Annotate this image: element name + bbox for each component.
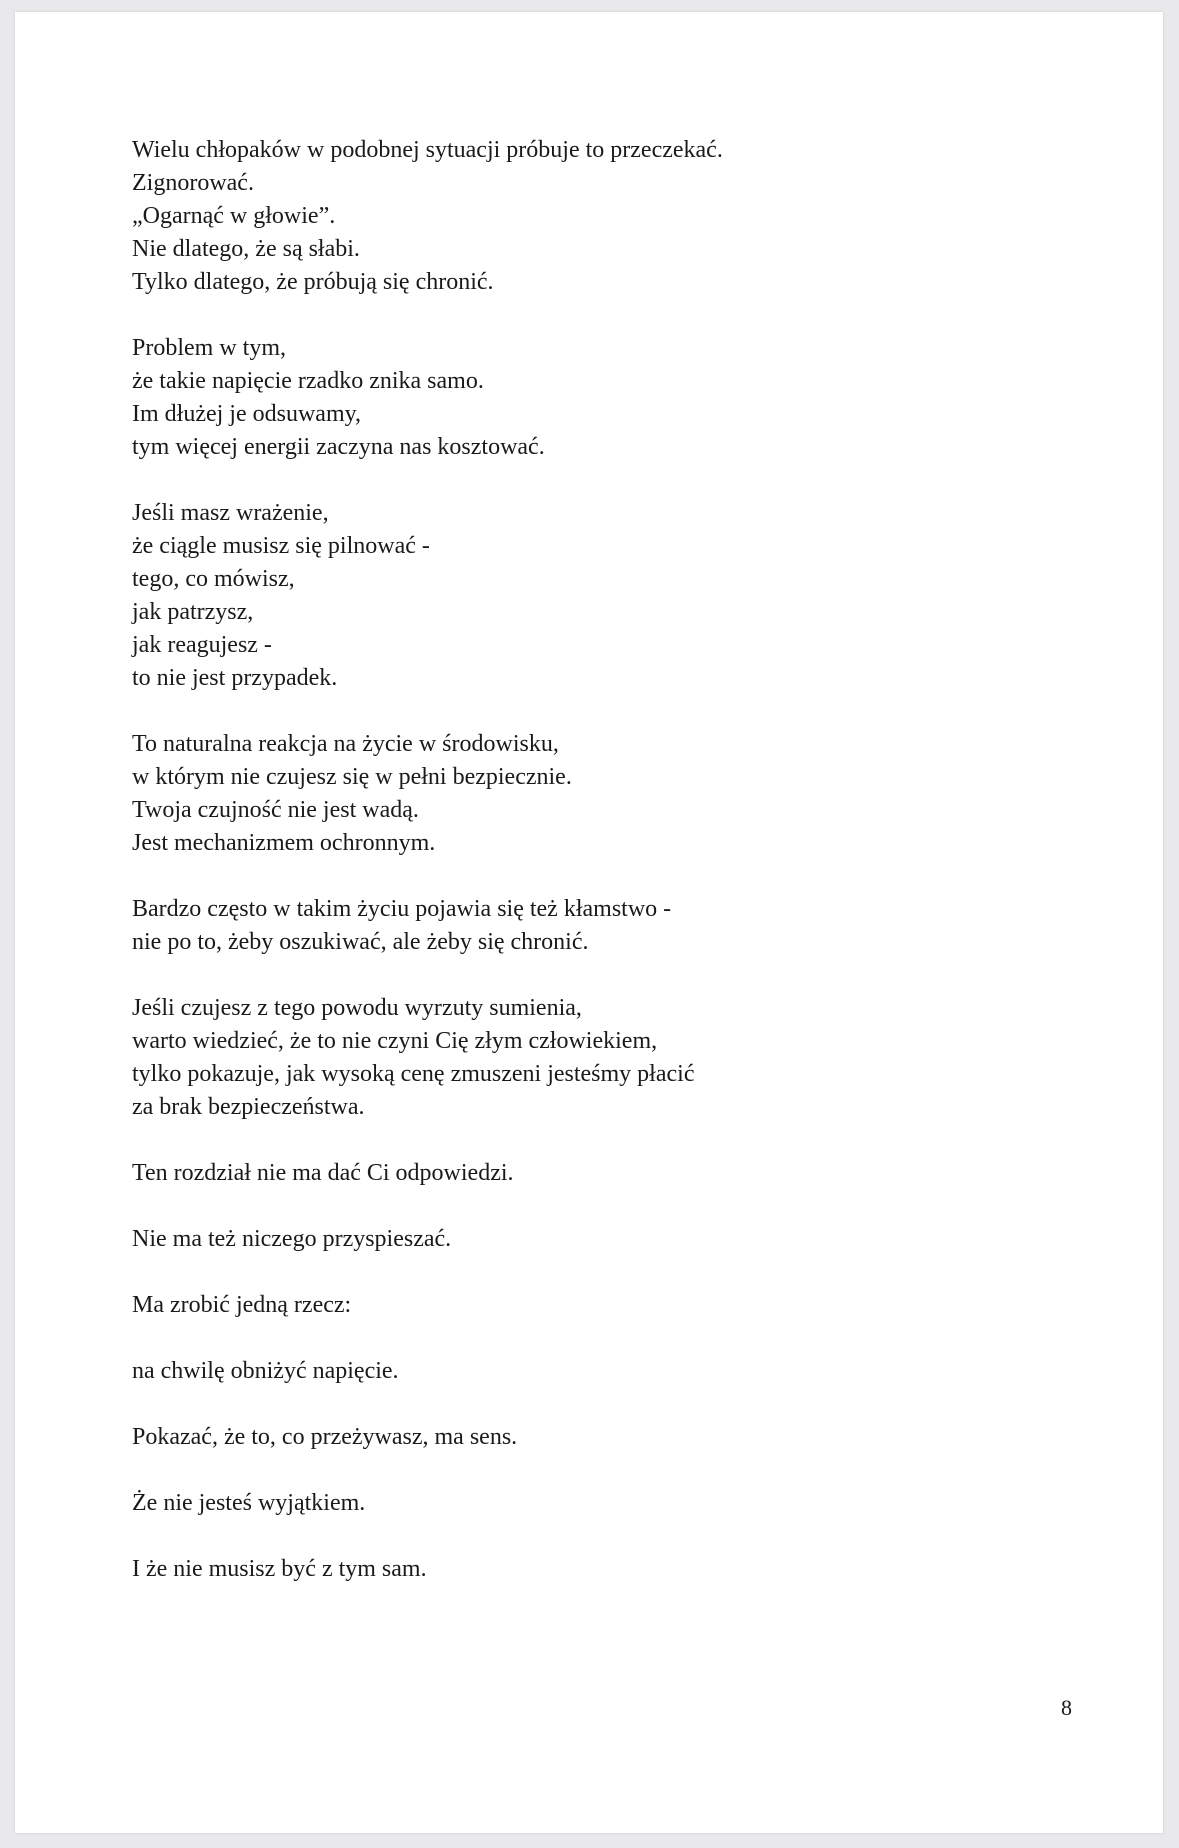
paragraph bbox=[132, 728, 1032, 860]
text-line: Bardzo często w takim życiu pojawia się też kłamstwo - bbox=[132, 896, 672, 922]
text-line: Twoja czujność nie jest wadą. bbox=[132, 797, 419, 823]
paragraph-spacer bbox=[132, 959, 1032, 992]
paragraph-spacer bbox=[132, 1454, 1032, 1487]
text-line: Nie ma też niczego przyspieszać. bbox=[132, 1226, 452, 1252]
paragraph bbox=[132, 992, 1032, 1124]
paragraph-spacer bbox=[132, 1190, 1032, 1223]
document-page bbox=[15, 12, 1163, 1833]
text-line: tylko pokazuje, jak wysoką cenę zmuszeni jesteśmy płacić bbox=[132, 1061, 695, 1087]
paragraph bbox=[132, 497, 1032, 695]
text-line: Jest mechanizmem ochronnym. bbox=[132, 830, 436, 856]
text-line: „Ogarnąć w głowie”. bbox=[132, 203, 336, 229]
text-line: Jeśli czujesz z tego powodu wyrzuty sumienia, bbox=[132, 995, 582, 1021]
text-line: To naturalna reakcja na życie w środowisku, bbox=[132, 731, 559, 757]
text-line: Jeśli masz wrażenie, bbox=[132, 500, 329, 526]
text-line: Ten rozdział nie ma dać Ci odpowiedzi. bbox=[132, 1160, 514, 1186]
text-line: jak patrzysz, bbox=[132, 599, 254, 625]
paragraph-spacer bbox=[132, 1256, 1032, 1289]
paragraph-spacer bbox=[132, 1388, 1032, 1421]
text-line: Pokazać, że to, co przeżywasz, ma sens. bbox=[132, 1424, 518, 1450]
text-line: warto wiedzieć, że to nie czyni Cię złym człowiekiem, bbox=[132, 1028, 658, 1054]
text-line: że takie napięcie rzadko znika samo. bbox=[132, 368, 484, 394]
paragraph-spacer bbox=[132, 1124, 1032, 1157]
text-line: tego, co mówisz, bbox=[132, 566, 295, 592]
text-line: na chwilę obniżyć napięcie. bbox=[132, 1358, 399, 1384]
text-line: Problem w tym, bbox=[132, 335, 286, 361]
text-line: za brak bezpieczeństwa. bbox=[132, 1094, 365, 1120]
paragraph-spacer bbox=[132, 695, 1032, 728]
text-line: Nie dlatego, że są słabi. bbox=[132, 236, 360, 262]
paragraph bbox=[132, 1223, 1032, 1256]
text-line: że ciągle musisz się pilnować - bbox=[132, 533, 430, 559]
paragraph bbox=[132, 1157, 1032, 1190]
paragraph bbox=[132, 1487, 1032, 1520]
paragraph bbox=[132, 1553, 1032, 1586]
paragraph bbox=[132, 1289, 1032, 1322]
paragraph bbox=[132, 893, 1032, 959]
text-line: Ma zrobić jedną rzecz: bbox=[132, 1292, 352, 1318]
text-line: to nie jest przypadek. bbox=[132, 665, 338, 691]
text-line: Tylko dlatego, że próbują się chronić. bbox=[132, 269, 494, 295]
text-line: Wielu chłopaków w podobnej sytuacji próbuje to przeczekać. bbox=[132, 137, 723, 163]
text-line: w którym nie czujesz się w pełni bezpiecznie. bbox=[132, 764, 572, 790]
text-line: nie po to, żeby oszukiwać, ale żeby się chronić. bbox=[132, 929, 589, 955]
paragraph bbox=[132, 1421, 1032, 1454]
paragraph bbox=[132, 134, 1032, 299]
text-line: tym więcej energii zaczyna nas kosztować. bbox=[132, 434, 545, 460]
text-line: Zignorować. bbox=[132, 170, 254, 196]
paragraph-spacer bbox=[132, 1520, 1032, 1553]
text-line: Że nie jesteś wyjątkiem. bbox=[132, 1490, 366, 1516]
paragraph-spacer bbox=[132, 860, 1032, 893]
paragraph bbox=[132, 332, 1032, 464]
text-line: jak reagujesz - bbox=[132, 632, 272, 658]
page-body-text bbox=[132, 134, 1032, 1586]
page-number: 8 bbox=[1061, 1695, 1072, 1720]
text-line: I że nie musisz być z tym sam. bbox=[132, 1556, 427, 1582]
paragraph bbox=[132, 1355, 1032, 1388]
text-line: Im dłużej je odsuwamy, bbox=[132, 401, 362, 427]
paragraph-spacer bbox=[132, 1322, 1032, 1355]
paragraph-spacer bbox=[132, 299, 1032, 332]
paragraph-spacer bbox=[132, 464, 1032, 497]
